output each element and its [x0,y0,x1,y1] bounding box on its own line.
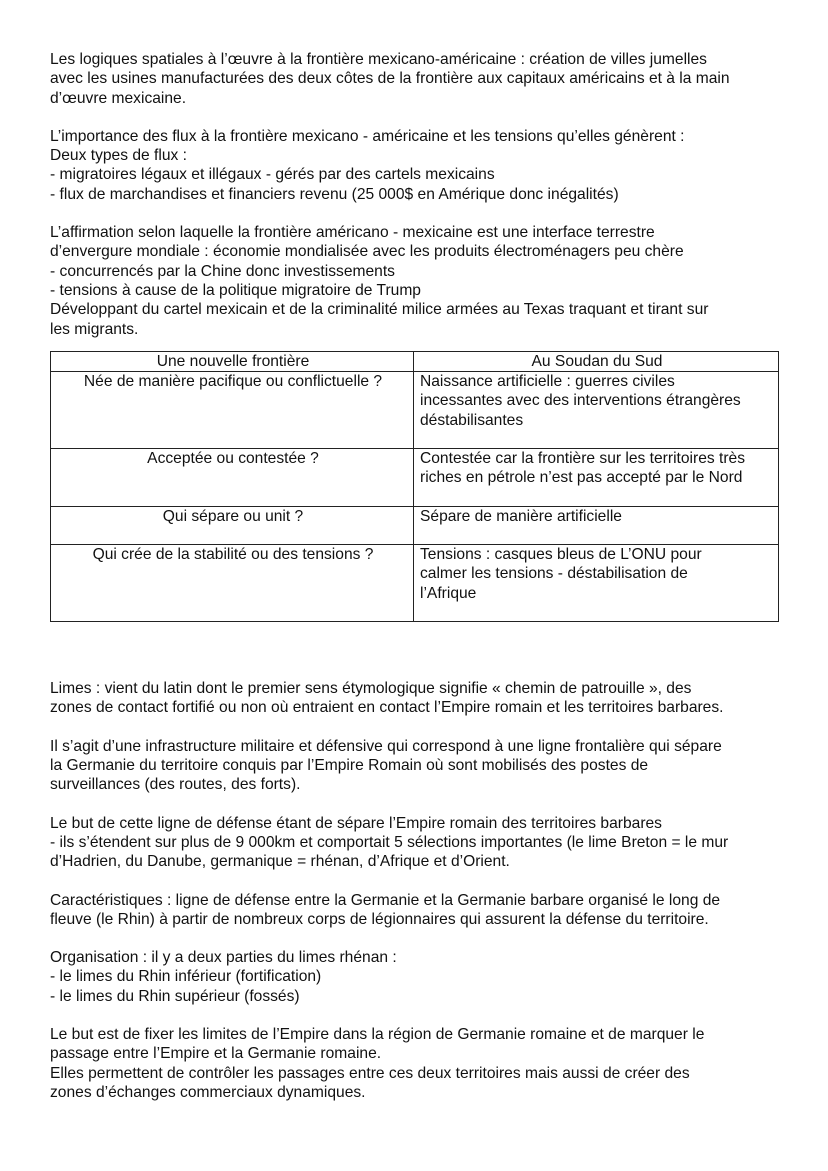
text-line: la Germanie du territoire conquis par l’Empire Romain où sont mobilisés des postes de [50,757,649,775]
text-line: Naissance artificielle : guerres civiles [420,373,675,391]
paragraph-limes-definition [50,679,785,718]
text-line: déstabilisantes [420,411,524,429]
text-line: - tensions à cause de la politique migratoire de Trump [50,281,421,299]
paragraph-twin-cities [50,50,785,108]
paragraph-interface [50,223,785,339]
table-answer-cell [414,545,779,622]
text-line: d’Hadrien, du Danube, germanique = rhénan, d’Afrique et d’Orient. [50,853,510,871]
text-line: - le limes du Rhin inférieur (fortification) [50,968,322,986]
table-header-row [51,351,779,371]
paragraph-purpose [50,1025,785,1102]
table-row [51,449,779,507]
text-line: Tensions : casques bleus de L’ONU pour [420,546,702,564]
text-line: Les logiques spatiales à l’œuvre à la frontière mexicano-américaine : création de villes jumelles [50,51,707,68]
text-line: Il s’agit d’une infrastructure militaire et défensive qui correspond à une ligne frontalière qui sépare [50,737,722,755]
table-row [51,372,779,449]
text-line: d’œuvre mexicaine. [50,89,187,107]
text-line: - migratoires légaux et illégaux - gérés par des cartels mexicains [50,166,495,184]
text-line: incessantes avec des interventions étrangères [420,392,741,410]
table-question-cell: Qui crée de la stabilité ou des tensions ? [51,545,414,622]
text-line: Développant du cartel mexicain et de la criminalité milice armées au Texas traquant et tirant sur [50,301,709,319]
text-line: Le but est de fixer les limites de l’Empire dans la région de Germanie romaine et de marquer le [50,1026,705,1044]
text-line: Caractéristiques : ligne de défense entre la Germanie et la Germanie barbare organisé le long de [50,891,721,909]
table-answer-cell [414,507,779,545]
table-answer-cell [414,372,779,449]
text-line: L’importance des flux à la frontière mexicano - américaine et les tensions qu’elles génèrent : [50,127,685,145]
text-line: d’envergure mondiale : économie mondialisée avec les produits électroménagers peu chère [50,243,684,261]
table-row [51,545,779,622]
paragraph-characteristics [50,891,785,930]
text-line: zones d’échanges commerciaux dynamiques. [50,1083,366,1101]
text-line: riches en pétrole n’est pas accepté par le Nord [420,469,743,487]
spacer [50,622,785,679]
text-line: Deux types de flux : [50,147,187,165]
paragraph-infrastructure [50,737,785,795]
text-line: zones de contact fortifié ou non où entraient en contact l’Empire romain et les territoires barbares. [50,699,724,717]
frontier-table [50,351,779,622]
text-line: Elles permettent de contrôler les passages entre ces deux territoires mais aussi de créer des [50,1064,690,1082]
text-line: Sépare de manière artificielle [420,508,622,526]
text-line: l’Afrique [420,584,477,602]
text-line: fleuve (le Rhin) à partir de nombreux corps de légionnaires qui assurent la défense du territoire. [50,910,709,928]
text-line: Le but de cette ligne de défense étant de sépare l’Empire romain des territoires barbares [50,814,662,832]
text-line: calmer les tensions - déstabilisation de [420,565,688,583]
paragraph-defense-line [50,814,785,872]
text-line: passage entre l’Empire et la Germanie romaine. [50,1045,382,1063]
table-question-cell: Née de manière pacifique ou conflictuelle ? [51,372,414,449]
text-line: Contestée car la frontière sur les territoires très [420,450,745,468]
text-line: L’affirmation selon laquelle la frontière américano - mexicaine est une interface terrestre [50,224,655,242]
paragraph-flows [50,127,785,204]
document-page [50,50,785,1121]
text-line: Limes : vient du latin dont le premier sens étymologique signifie « chemin de patrouille », des [50,680,692,698]
text-line: les migrants. [50,320,139,338]
table-answer-cell [414,449,779,507]
text-line: - ils s’étendent sur plus de 9 000km et comportait 5 sélections importantes (le lime Breton = le mur [50,833,729,851]
table-row [51,507,779,545]
table-header-cell: Une nouvelle frontière [51,351,414,371]
table-header-cell: Au Soudan du Sud [414,351,779,371]
text-line: - le limes du Rhin supérieur (fossés) [50,987,300,1005]
paragraph-organisation [50,948,785,1006]
table-question-cell: Qui sépare ou unit ? [51,507,414,545]
text-line: - flux de marchandises et financiers revenu (25 000$ en Amérique donc inégalités) [50,185,619,203]
text-line: Organisation : il y a deux parties du limes rhénan : [50,949,397,967]
text-line: surveillances (des routes, des forts). [50,776,301,794]
text-line: avec les usines manufacturées des deux côtes de la frontière aux capitaux américains et à la main [50,70,730,88]
table-question-cell: Acceptée ou contestée ? [51,449,414,507]
text-line: - concurrencés par la Chine donc investissements [50,262,395,280]
